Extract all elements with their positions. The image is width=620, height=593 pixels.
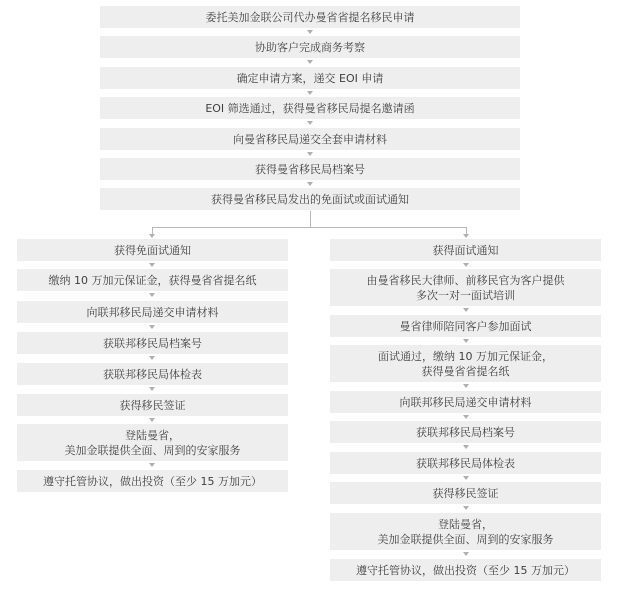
main-step-5 [100,128,520,150]
left-step-8 [17,470,288,492]
main-step-6 [100,158,520,180]
right-step-7-text: 获联邦移民局体检表 [416,456,515,470]
right-step-8 [330,482,601,504]
left-step-7 [17,424,288,461]
arrow-down-icon [149,418,155,422]
arrow-down-icon [463,506,469,510]
split-connector-stem [310,211,311,227]
right-step-9-line-2: 美加金联提供全面、周到的安家服务 [377,532,554,546]
right-step-6-text: 获联邦移民局档案号 [416,425,515,439]
right-step-8-text: 获得移民签证 [432,486,499,500]
arrow-down-icon [463,552,469,556]
main-step-7-text: 获得曼省移民局发出的免面试或面试通知 [211,192,409,206]
arrow-down-icon [149,293,155,297]
arrow-down-icon [463,384,469,388]
left-step-3-text: 向联邦移民局递交申请材料 [86,305,219,319]
main-step-2-text: 协助客户完成商务考察 [255,40,365,54]
right-step-1-text: 获得面试通知 [432,243,499,257]
right-step-4-line-1: 面试通过，缴纳 10 万加元保证金， [378,349,553,363]
arrow-down-icon [307,30,313,34]
left-step-3 [17,301,288,323]
main-step-1 [100,6,520,28]
main-step-4 [100,97,520,119]
main-step-4-text: EOI 筛选通过，获得曼省移民局提名邀请函 [205,101,415,115]
right-step-6 [330,421,601,443]
right-step-4 [330,345,601,382]
arrow-down-icon [149,356,155,360]
main-step-6-text: 获得曼省移民局档案号 [255,162,365,176]
left-step-6-text: 获得移民签证 [119,398,186,412]
left-step-5 [17,363,288,385]
main-step-7 [100,188,520,210]
arrow-down-icon [463,476,469,480]
main-step-2 [100,36,520,58]
right-step-9 [330,513,601,550]
left-step-5-text: 获联邦移民局体检表 [103,367,202,381]
right-step-3-text: 曼省律师陪同客户参加面试 [399,319,532,333]
arrow-down-icon [149,263,155,267]
right-step-1 [330,239,601,261]
right-step-3 [330,315,601,337]
right-step-2-line-1: 由曼省移民大律师、前移民官为客户提供 [366,273,565,287]
left-step-2 [17,269,288,291]
right-step-9-line-1: 登陆曼省， [438,517,493,531]
right-step-5-text: 向联邦移民局递交申请材料 [399,395,532,409]
right-step-5 [330,391,601,413]
arrow-down-icon [149,234,155,238]
main-step-3 [100,67,520,89]
right-step-10 [330,559,601,581]
left-step-1 [17,239,288,261]
arrow-down-icon [463,263,469,267]
arrow-down-icon [307,182,313,186]
arrow-down-icon [307,91,313,95]
arrow-down-icon [307,60,313,64]
arrow-down-icon [149,387,155,391]
left-step-6 [17,394,288,416]
arrow-down-icon [463,445,469,449]
main-step-3-text: 确定申请方案，递交 EOI 申请 [236,71,384,85]
arrow-down-icon [307,121,313,125]
right-step-10-text: 遵守托管协议，做出投资（至少 15 万加元） [356,563,575,577]
right-step-4-line-2: 获得曼省省提名纸 [421,364,510,378]
split-connector-bar [152,227,467,228]
arrow-down-icon [149,463,155,467]
arrow-down-icon [463,415,469,419]
arrow-down-icon [463,339,469,343]
arrow-down-icon [149,325,155,329]
left-step-7-line-1: 登陆曼省， [125,428,180,442]
right-step-2 [330,269,601,306]
right-step-7 [330,452,601,474]
left-step-4-text: 获联邦移民局档案号 [103,336,202,350]
left-step-7-line-2: 美加金联提供全面、周到的安家服务 [64,443,241,457]
left-step-2-text: 缴纳 10 万加元保证金，获得曼省省提名纸 [48,273,257,287]
left-step-4 [17,332,288,354]
main-step-1-text: 委托美加金联公司代办曼省省提名移民申请 [205,10,415,24]
arrow-down-icon [463,234,469,238]
right-step-2-line-2: 多次一对一面试培训 [416,288,515,302]
arrow-down-icon [463,308,469,312]
left-step-8-text: 遵守托管协议，做出投资（至少 15 万加元） [43,474,262,488]
left-step-1-text: 获得免面试通知 [114,243,191,257]
arrow-down-icon [307,152,313,156]
main-step-5-text: 向曼省移民局递交全套申请材料 [233,132,387,146]
